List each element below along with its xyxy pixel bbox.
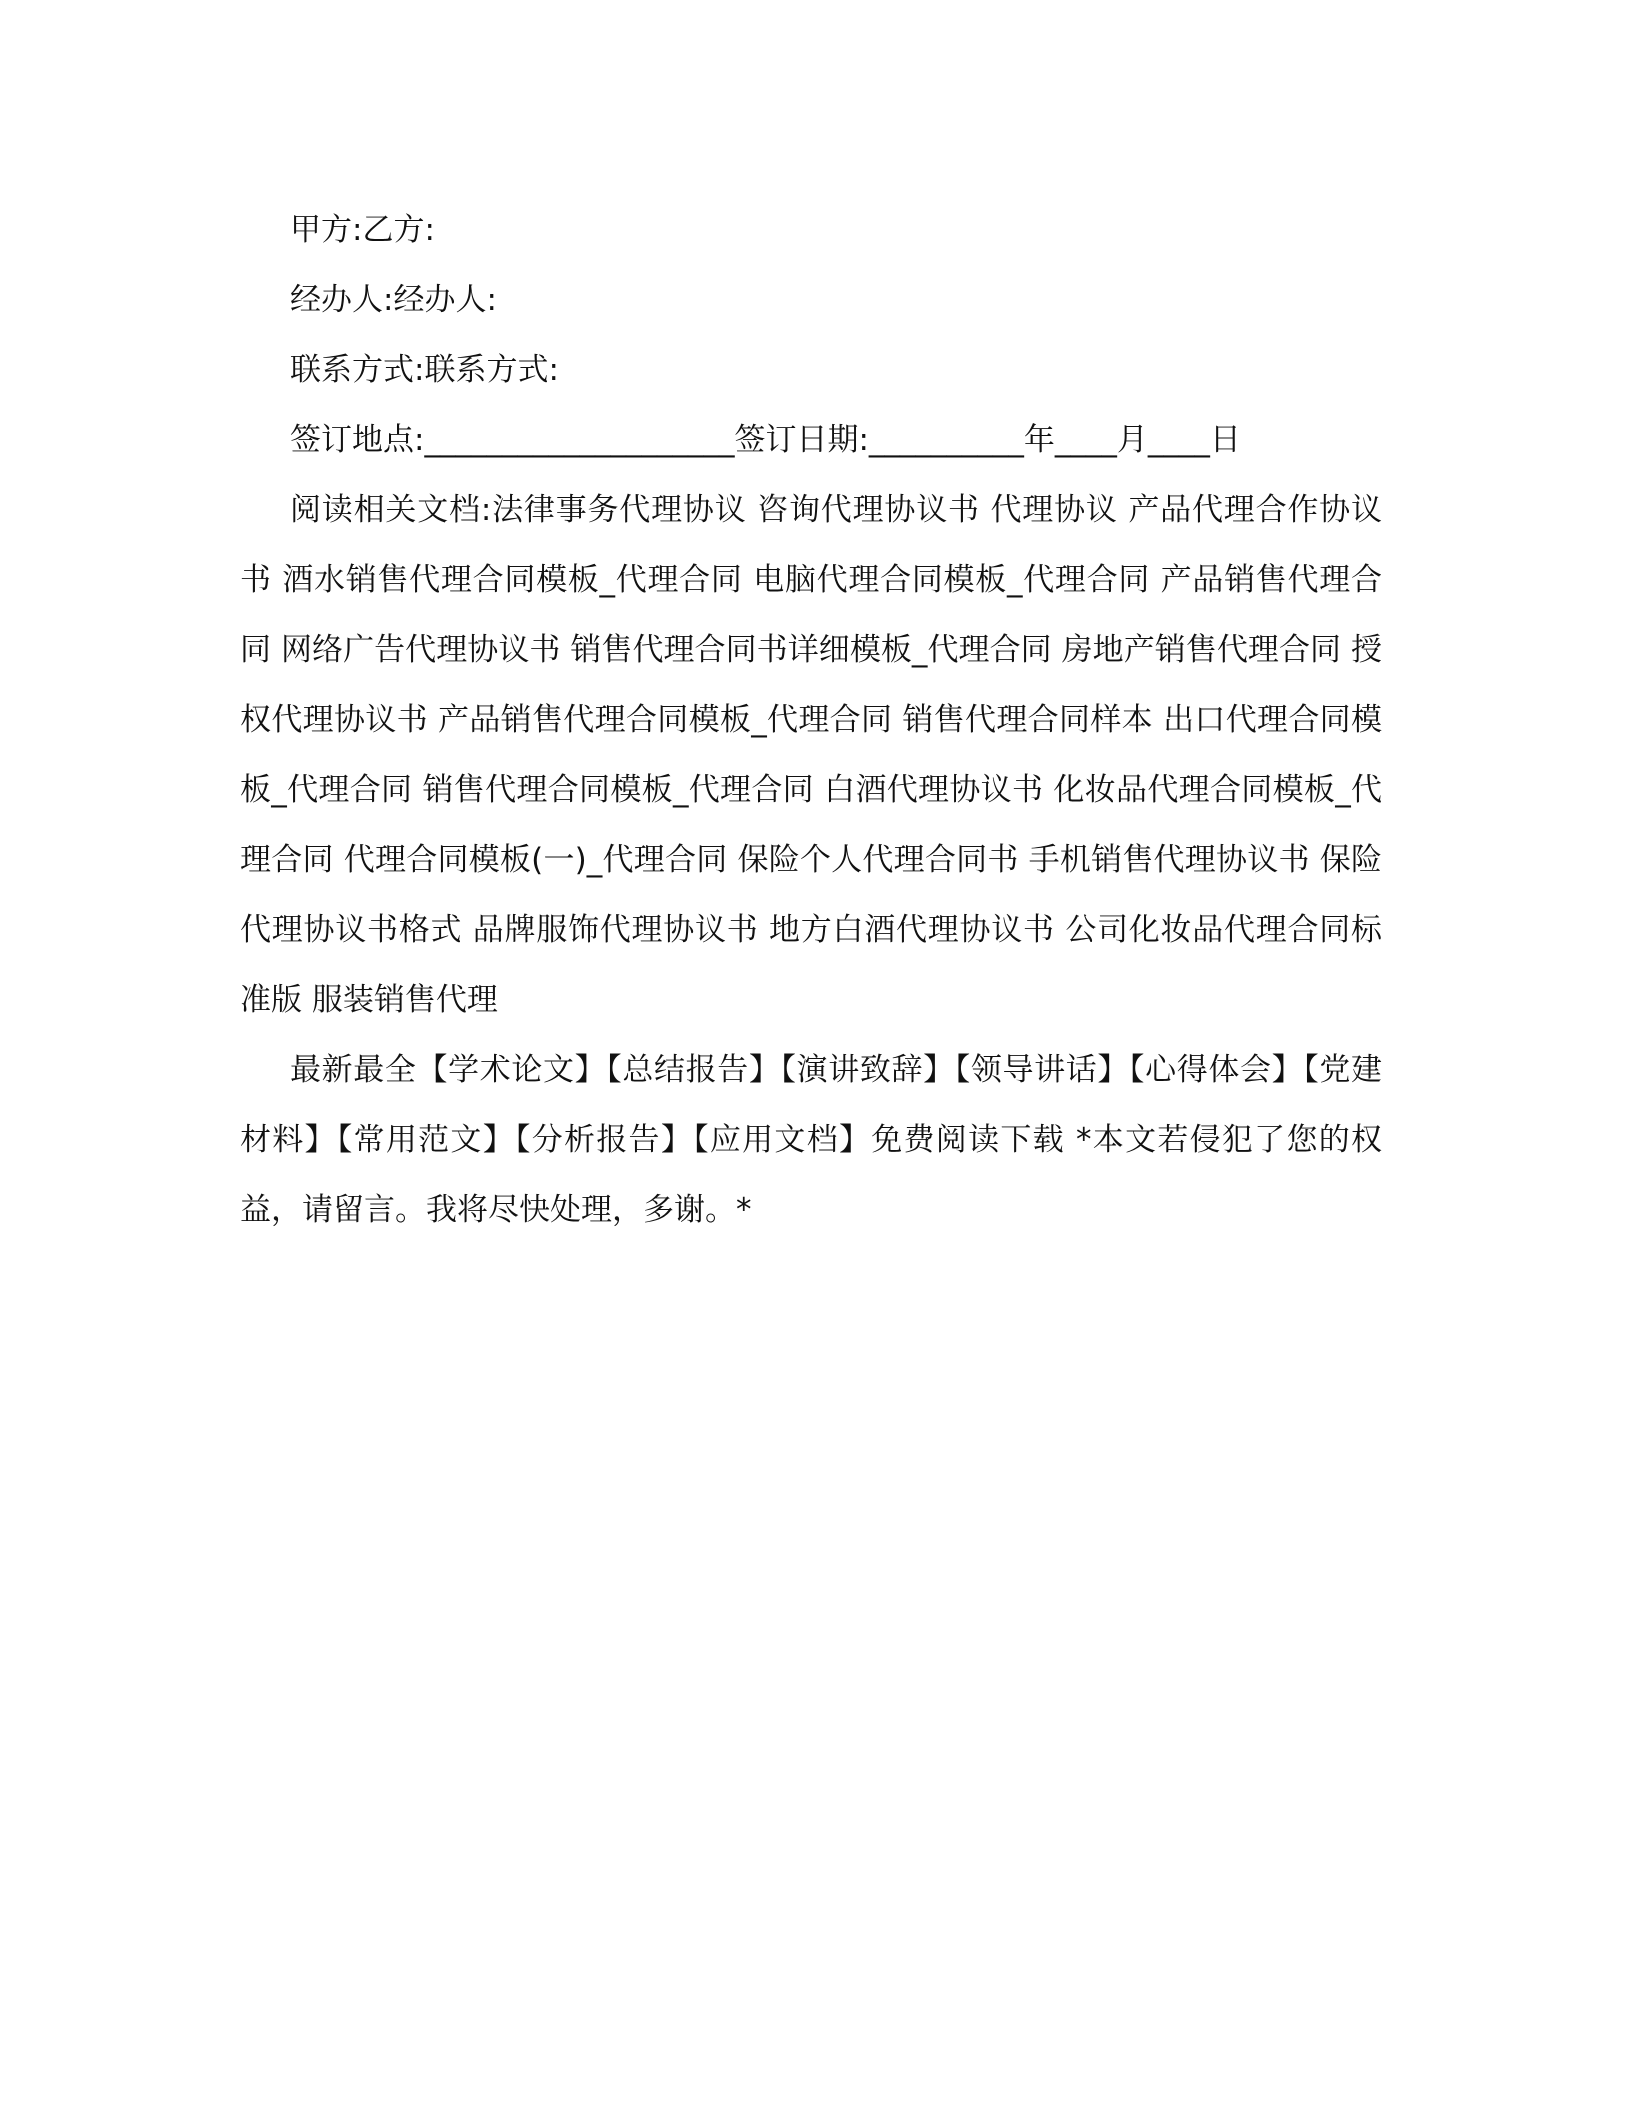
related-documents: 阅读相关文档:法律事务代理协议 咨询代理协议书 代理协议 产品代理合作协议书 酒水销售代理合同模板_代理合同 电脑代理合同模板_代理合同 产品销售代理合同 网络广告代理协议书 销售代理合同书详细模板_代理合同 房地产销售代理合同 授权代理协议书 产品销售代理合同模板_代理合同 销售代理合同样本 出口代理合同模板_代理合同 销售代理合同模板_代理合同 白酒代理协议书 化妆品代理合同模板_代理合同 代理合同模板(一)_代理合同 保险个人代理合同书 手机销售代理协议书 保险代理协议书格式 品牌服饰代理协议书 地方白酒代理协议书 公司化妆品代理合同标准版 服装销售代理: [240, 492, 1382, 1018]
sign-place-date-line: 签订地点:____________________签订日期:__________年____月____日: [290, 422, 1241, 458]
document-body: [240, 195, 1382, 1245]
contact-line: 联系方式:联系方式:: [290, 352, 559, 388]
parties-line: 甲方:乙方:: [290, 212, 435, 248]
agents-line: 经办人:经办人:: [290, 282, 497, 318]
footer-note: 最新最全【学术论文】【总结报告】【演讲致辞】【领导讲话】【心得体会】【党建材料】【常用范文】【分析报告】【应用文档】免费阅读下载 *本文若侵犯了您的权益，请留言。我将尽快处理，多谢。*: [240, 1052, 1382, 1228]
